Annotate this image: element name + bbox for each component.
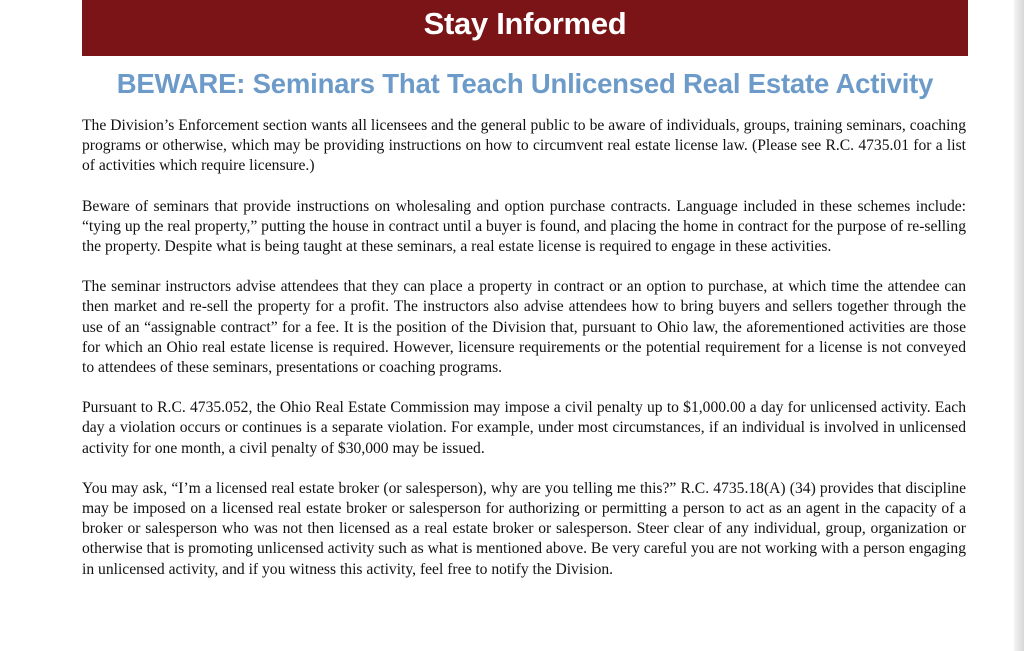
- paragraph-licensee-discipline: You may ask, “I’m a licensed real estate broker (or salesperson), why are you telling me this?” R.C. 4735.18(A) (34) provides that discipline may be imposed on a licensed real estate broker or salesperson for authorizing or permitting a person to act as an agent in the capacity of a broker or salesperson who was not then licensed as a real estate broker or salesperson. Steer clear of any individual, group, organization or otherwise that is promoting unlicensed activity such as what is mentioned above. Be very careful you are not working with a person engaging in unlicensed activity, and if you witness this activity, feel free to notify the Division.: [82, 479, 966, 578]
- article-body: [82, 116, 966, 600]
- paragraph-beware-seminars: Beware of seminars that provide instructions on wholesaling and option purchase contracts. Language included in these schemes include: “tying up the real property,” putting the house in contract until a buyer is found, and placing the home in contract for the purpose of re-selling the property. Despite what is being taught at these seminars, a real estate license is required to engage in these activities.: [82, 197, 966, 256]
- banner-title: Stay Informed: [423, 6, 627, 41]
- section-banner: [82, 0, 968, 56]
- paragraph-enforcement-notice: The Division’s Enforcement section wants all licensees and the general public to be aware of individuals, groups, training seminars, coaching programs or otherwise, which may be providing instructions on how to circumvent real estate license law. (Please see R.C. 4735.01 for a list of activities which require licensure.): [82, 117, 966, 175]
- paragraph-civil-penalty: Pursuant to R.C. 4735.052, the Ohio Real Estate Commission may impose a civil penalty up to $1,000.00 a day for unlicensed activity. Each day a violation occurs or continues is a separate violation. For example, under most circumstances, if an individual is involved in unlicensed activity for one month, a civil penalty of $30,000 may be issued.: [82, 399, 966, 457]
- paragraph-instructor-advice: The seminar instructors advise attendees that they can place a property in contract or an option to purchase, at which time the attendee can then market and re-sell the property for a profit. The instructors also advise attendees how to bring buyers and sellers together through the use of an “assignable contract” for a fee. It is the position of the Division that, pursuant to Ohio law, the aforementioned activities are those for which an Ohio real estate license is required. However, licensure requirements or the potential requirement for a license is not conveyed to attendees of these seminars, presentations or coaching programs.: [82, 278, 966, 377]
- page-edge-shadow: [1014, 0, 1024, 651]
- article-headline: BEWARE: Seminars That Teach Unlicensed Real Estate Activity: [116, 68, 934, 99]
